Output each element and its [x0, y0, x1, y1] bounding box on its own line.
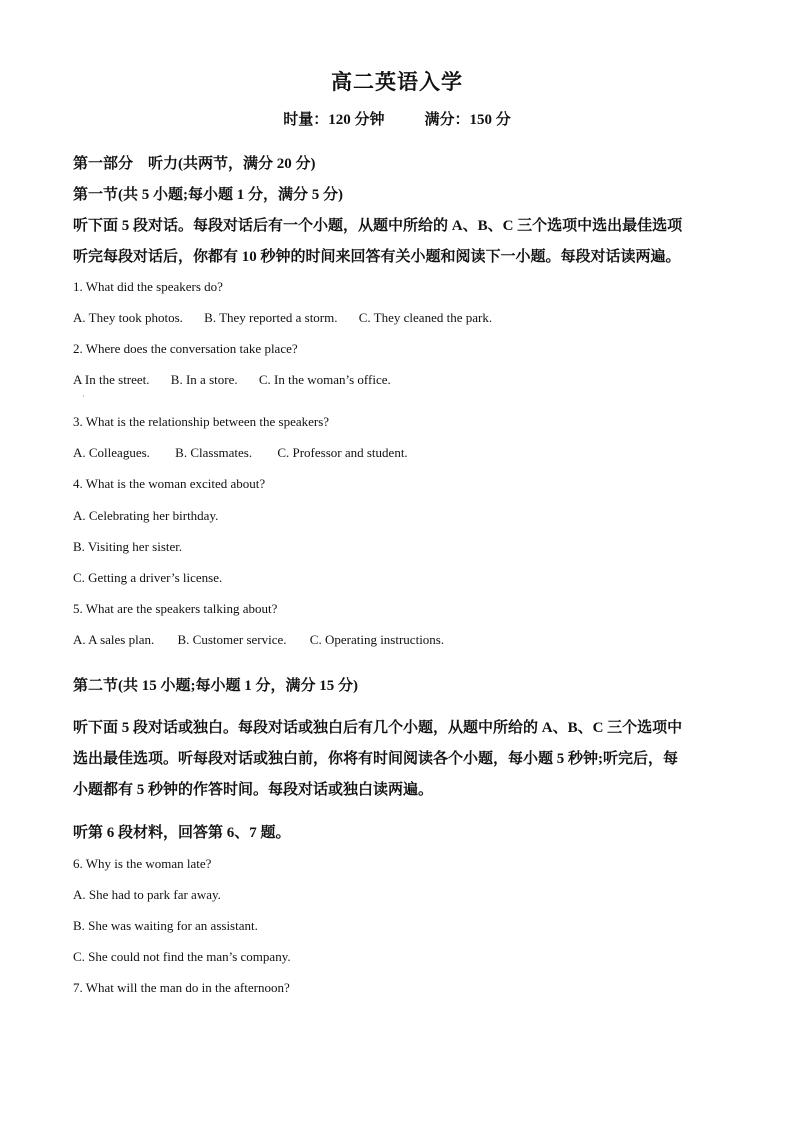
- exam-info: [0, 108, 794, 129]
- option-a: A In the street.: [73, 372, 150, 387]
- section1-heading: 第一节(共 5 小题;每小题 1 分，满分 5 分): [73, 187, 343, 203]
- question-5-options: [73, 632, 444, 648]
- option-a: A. They took photos.: [73, 310, 183, 325]
- option-c: C. They cleaned the park.: [358, 310, 493, 325]
- section2-instruction-line: 小题都有 5 秒钟的作答时间。每段对话或独白读两遍。: [73, 782, 434, 798]
- option-b: B. She was waiting for an assistant.: [73, 918, 258, 933]
- option-c: C. Operating instructions.: [309, 632, 445, 647]
- section2-instruction-line: 听下面 5 段对话或独白。每段对话或独白后有几个小题，从题中所给的 A、B、C 三个选项中: [73, 720, 683, 736]
- question-3-options: [73, 445, 408, 461]
- option-a: A. A sales plan.: [73, 632, 155, 647]
- question-3: 3. What is the relationship between the speakers?: [73, 414, 330, 429]
- question-6: 6. Why is the woman late?: [73, 856, 212, 871]
- section1-instruction-line: 听完每段对话后，你都有 10 秒钟的时间来回答有关小题和阅读下一小题。每段对话读两遍。: [73, 249, 681, 265]
- option-c: C. Professor and student.: [277, 445, 408, 460]
- part1-heading: 第一部分 听力(共两节，满分 20 分): [73, 156, 316, 172]
- question-2-options: [73, 372, 391, 388]
- option-a: A. Colleagues.: [73, 445, 150, 460]
- option-c: C. She could not find the man’s company.: [73, 949, 291, 964]
- option-b: B. They reported a storm.: [204, 310, 338, 325]
- time-limit: 时量：120 分钟: [283, 112, 385, 128]
- option-c: C. Getting a driver’s license.: [73, 570, 223, 585]
- option-b: B. Customer service.: [177, 632, 287, 647]
- option-a: A. She had to park far away.: [73, 887, 221, 902]
- page-title: 高二英语入学: [331, 70, 463, 94]
- option-b: B. In a store.: [170, 372, 238, 387]
- option-b: B. Visiting her sister.: [73, 539, 183, 554]
- section1-instruction-line: 听下面 5 段对话。每段对话后有一个小题，从题中所给的 A、B、C 三个选项中选出最佳选项: [73, 218, 683, 234]
- question-2: 2. Where does the conversation take place?: [73, 341, 298, 356]
- question-1: 1. What did the speakers do?: [73, 279, 223, 294]
- section2-heading: 第二节(共 15 小题;每小题 1 分，满分 15 分): [73, 678, 358, 694]
- total-score: 满分：150 分: [424, 112, 511, 128]
- question-5: 5. What are the speakers talking about?: [73, 601, 278, 616]
- question-4: 4. What is the woman excited about?: [73, 476, 266, 491]
- option-a: A. Celebrating her birthday.: [73, 508, 219, 523]
- stray-mark: ·: [82, 392, 85, 401]
- question-7: 7. What will the man do in the afternoon?: [73, 980, 290, 995]
- option-c: C. In the woman’s office.: [258, 372, 391, 387]
- question-1-options: [73, 310, 492, 326]
- option-b: B. Classmates.: [175, 445, 253, 460]
- section2-instruction-line: 选出最佳选项。听每段对话或独白前，你将有时间阅读各个小题，每小题 5 秒钟;听完后，每: [73, 751, 678, 767]
- material-6-heading: 听第 6 段材料，回答第 6、7 题。: [73, 825, 291, 841]
